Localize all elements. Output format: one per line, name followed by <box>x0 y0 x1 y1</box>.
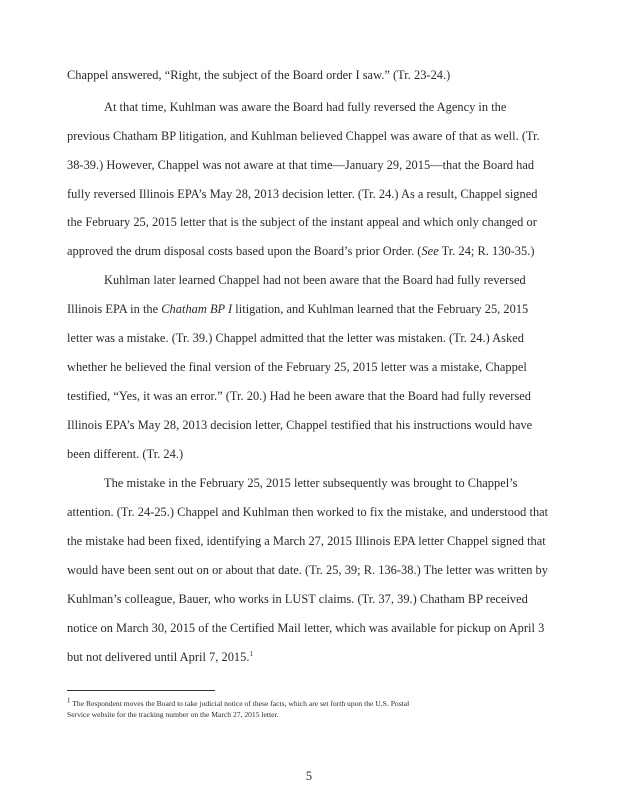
footnote-reference: 1 <box>249 649 253 658</box>
paragraph-line: testified, “Yes, it was an error.” (Tr. 20.) Had he been aware that the Board had fully reversed <box>67 389 532 403</box>
paragraph-line: The mistake in the February 25, 2015 letter subsequently was brought to Chappel’s <box>104 476 518 490</box>
paragraph-line: 38-39.) However, Chappel was not aware at that time—January 29, 2015—that the Board had <box>67 158 535 172</box>
paragraph-line: Kuhlman’s colleague, Bauer, who works in LUST claims. (Tr. 37, 39.) Chatham BP received <box>67 592 528 606</box>
paragraph-line: been different. (Tr. 24.) <box>67 447 184 461</box>
paragraph-line: Kuhlman later learned Chappel had not been aware that the Board had fully reversed <box>104 273 526 287</box>
footnote-continuation: Service website for the tracking number on the March 27, 2015 letter. <box>67 710 279 719</box>
paragraph-line: would have been sent out on or about that date. (Tr. 25, 39; R. 136-38.) The letter was written by <box>67 563 548 577</box>
paragraph-line: Illinois EPA’s May 28, 2013 decision letter, Chappel testified that his instructions would have <box>67 418 533 432</box>
case-name: Chatham BP I <box>161 302 233 316</box>
paragraph-line: notice on March 30, 2015 of the Certified Mail letter, which was available for pickup on April 3 <box>67 621 545 635</box>
paragraph-line: letter was a mistake. (Tr. 39.) Chappel admitted that the letter was mistaken. (Tr. 24.) Asked <box>67 331 524 345</box>
paragraph-line: previous Chatham BP litigation, and Kuhlman believed Chappel was aware of that as well. (Tr. <box>67 129 540 143</box>
paragraph-line: approved the drum disposal costs based upon the Board’s prior Order. (See Tr. 24; R. 130-35.) <box>67 244 535 258</box>
paragraph-line: the February 25, 2015 letter that is the subject of the instant appeal and which only changed or <box>67 215 537 229</box>
footnote: $^1$ The Respondent moves the Board to take judicial notice of these facts, which are set forth upon the U.S. Postal <box>67 696 410 708</box>
paragraph-line: whether he believed the final version of the February 25, 2015 letter was a mistake, Chappel <box>67 360 527 374</box>
paragraph-line: attention. (Tr. 24-25.) Chappel and Kuhlman then worked to fix the mistake, and understood that <box>67 505 549 519</box>
paragraph-line: Illinois EPA in the Chatham BP I litigation, and Kuhlman learned that the February 25, 2015 <box>67 302 529 316</box>
paragraph-line: the mistake had been fixed, identifying a March 27, 2015 Illinois EPA letter Chappel signed that <box>67 534 546 548</box>
paragraph-line: Chappel answered, “Right, the subject of the Board order I saw.” (Tr. 23-24.) <box>67 68 451 82</box>
paragraph-line: but not delivered until April 7, 2015.$^1$ <box>67 649 253 664</box>
paragraph-line: fully reversed Illinois EPA’s May 28, 2013 decision letter. (Tr. 24.) As a result, Chappel signed <box>67 187 538 201</box>
citation-signal: See <box>421 244 439 258</box>
paragraph-line: At that time, Kuhlman was aware the Board had fully reversed the Agency in the <box>104 100 507 114</box>
footnote-divider <box>67 690 215 691</box>
page-number: 5 <box>305 769 313 783</box>
footnote-marker: 1 <box>67 696 71 705</box>
